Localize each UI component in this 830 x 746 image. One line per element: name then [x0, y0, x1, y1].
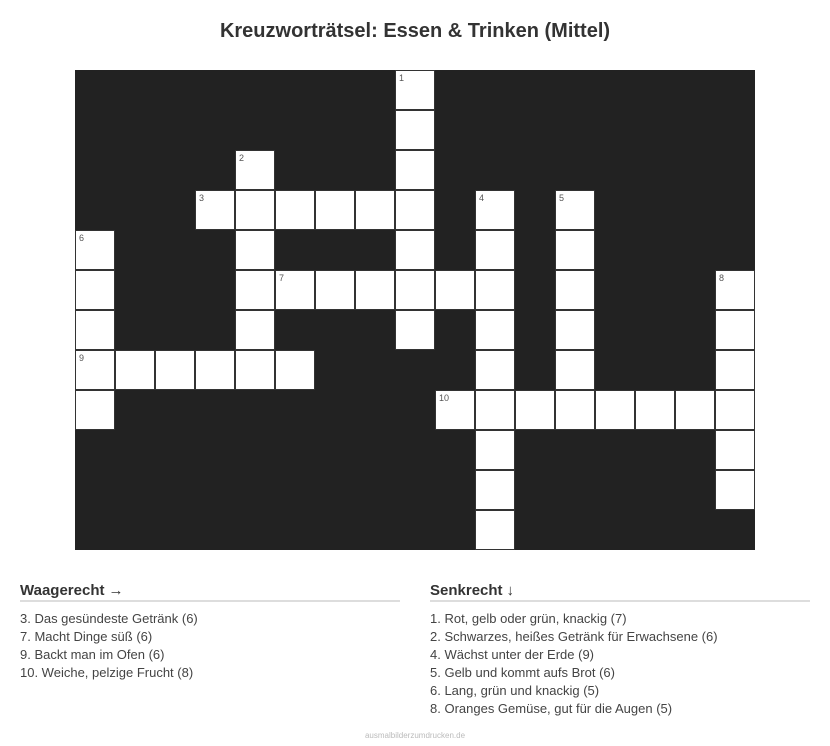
- crossword-cell[interactable]: [155, 350, 195, 390]
- crossword-cell[interactable]: [715, 470, 755, 510]
- crossword-cell[interactable]: [395, 150, 435, 190]
- crossword-cell[interactable]: [475, 190, 515, 230]
- crossword-cell[interactable]: [195, 190, 235, 230]
- down-clue: 4. Wächst unter der Erde (9): [430, 647, 595, 662]
- crossword-cell[interactable]: [355, 190, 395, 230]
- crossword-cell[interactable]: [395, 230, 435, 270]
- crossword-cell[interactable]: [275, 350, 315, 390]
- crossword-cell[interactable]: [475, 350, 515, 390]
- cell-number: 8: [719, 273, 725, 283]
- crossword-cell[interactable]: [555, 350, 595, 390]
- across-clue: 9. Backt man im Ofen (6): [20, 647, 165, 662]
- crossword-cell[interactable]: [555, 390, 595, 430]
- down-heading-label: Senkrecht: [430, 582, 503, 599]
- down-clue: 8. Oranges Gemüse, gut für die Augen (5): [430, 701, 673, 716]
- arrow-down-icon: ↓: [506, 582, 515, 599]
- down-clue: 2. Schwarzes, heißes Getränk für Erwachsene (6): [430, 629, 718, 644]
- crossword-cell[interactable]: [475, 270, 515, 310]
- down-clue: 1. Rot, gelb oder grün, knackig (7): [430, 611, 627, 626]
- crossword-cell[interactable]: [435, 390, 475, 430]
- crossword-cell[interactable]: [395, 310, 435, 350]
- cell-number: 9: [79, 353, 85, 363]
- crossword-cell[interactable]: [315, 270, 355, 310]
- crossword-cell[interactable]: [475, 390, 515, 430]
- across-heading-label: Waagerecht: [20, 582, 105, 599]
- crossword-cell[interactable]: [75, 390, 115, 430]
- crossword-cell[interactable]: [275, 190, 315, 230]
- crossword-cell[interactable]: [515, 390, 555, 430]
- crossword-cell[interactable]: [715, 270, 755, 310]
- crossword-cell[interactable]: [235, 270, 275, 310]
- crossword-cell[interactable]: [715, 350, 755, 390]
- crossword-cell[interactable]: [555, 190, 595, 230]
- crossword-cell[interactable]: [115, 350, 155, 390]
- crossword-cell[interactable]: [555, 230, 595, 270]
- cell-number: 5: [559, 193, 565, 203]
- crossword-cell[interactable]: [235, 310, 275, 350]
- crossword-cell[interactable]: [355, 270, 395, 310]
- cell-number: 7: [279, 273, 285, 283]
- crossword-cell[interactable]: [475, 430, 515, 470]
- down-clues: [430, 582, 810, 718]
- down-clue: 6. Lang, grün und knackig (5): [430, 683, 600, 698]
- cell-number: 2: [239, 153, 245, 163]
- crossword-cell[interactable]: [475, 510, 515, 550]
- crossword-cell[interactable]: [475, 230, 515, 270]
- down-clue: 5. Gelb und kommt aufs Brot (6): [430, 665, 615, 680]
- crossword-cell[interactable]: [75, 270, 115, 310]
- across-clue: 10. Weiche, pelzige Frucht (8): [20, 665, 194, 680]
- crossword-cell[interactable]: [235, 230, 275, 270]
- crossword-cell[interactable]: [395, 270, 435, 310]
- crossword-cell[interactable]: [75, 230, 115, 270]
- cell-number: 4: [479, 193, 485, 203]
- crossword-cell[interactable]: [555, 270, 595, 310]
- cell-number: 10: [439, 393, 450, 403]
- cell-number: 6: [79, 233, 85, 243]
- crossword-cell[interactable]: [475, 310, 515, 350]
- crossword-cell[interactable]: [235, 190, 275, 230]
- down-clue-list: [430, 610, 810, 718]
- footer-credit: ausmalbilderzumdrucken.de: [364, 731, 466, 740]
- crossword-cell[interactable]: [195, 350, 235, 390]
- crossword-cell[interactable]: [675, 390, 715, 430]
- crossword-cell[interactable]: [715, 310, 755, 350]
- across-heading: [20, 582, 400, 602]
- crossword-cell[interactable]: [275, 270, 315, 310]
- crossword-cell[interactable]: [635, 390, 675, 430]
- across-clues: [20, 582, 400, 682]
- crossword-cell[interactable]: [475, 470, 515, 510]
- crossword-cell[interactable]: [555, 310, 595, 350]
- across-clue-list: [20, 610, 400, 682]
- crossword-cell[interactable]: [75, 350, 115, 390]
- crossword-cell[interactable]: [75, 310, 115, 350]
- crossword-grid: [75, 70, 755, 550]
- crossword-cell[interactable]: [435, 270, 475, 310]
- across-clue: 7. Macht Dinge süß (6): [20, 629, 153, 644]
- crossword-cell[interactable]: [715, 430, 755, 470]
- crossword-cell[interactable]: [315, 190, 355, 230]
- crossword-cell[interactable]: [595, 390, 635, 430]
- crossword-cell[interactable]: [235, 350, 275, 390]
- crossword-cell[interactable]: [715, 390, 755, 430]
- arrow-right-icon: →: [108, 582, 124, 599]
- crossword-cell[interactable]: [395, 110, 435, 150]
- cell-number: 3: [199, 193, 205, 203]
- page-title: Kreuzworträtsel: Essen & Trinken (Mittel): [219, 20, 611, 42]
- crossword-cell[interactable]: [235, 150, 275, 190]
- crossword-cell[interactable]: [395, 190, 435, 230]
- cell-number: 1: [399, 73, 405, 83]
- down-heading: [430, 582, 810, 602]
- across-clue: 3. Das gesündeste Getränk (6): [20, 611, 198, 626]
- crossword-cell[interactable]: [395, 70, 435, 110]
